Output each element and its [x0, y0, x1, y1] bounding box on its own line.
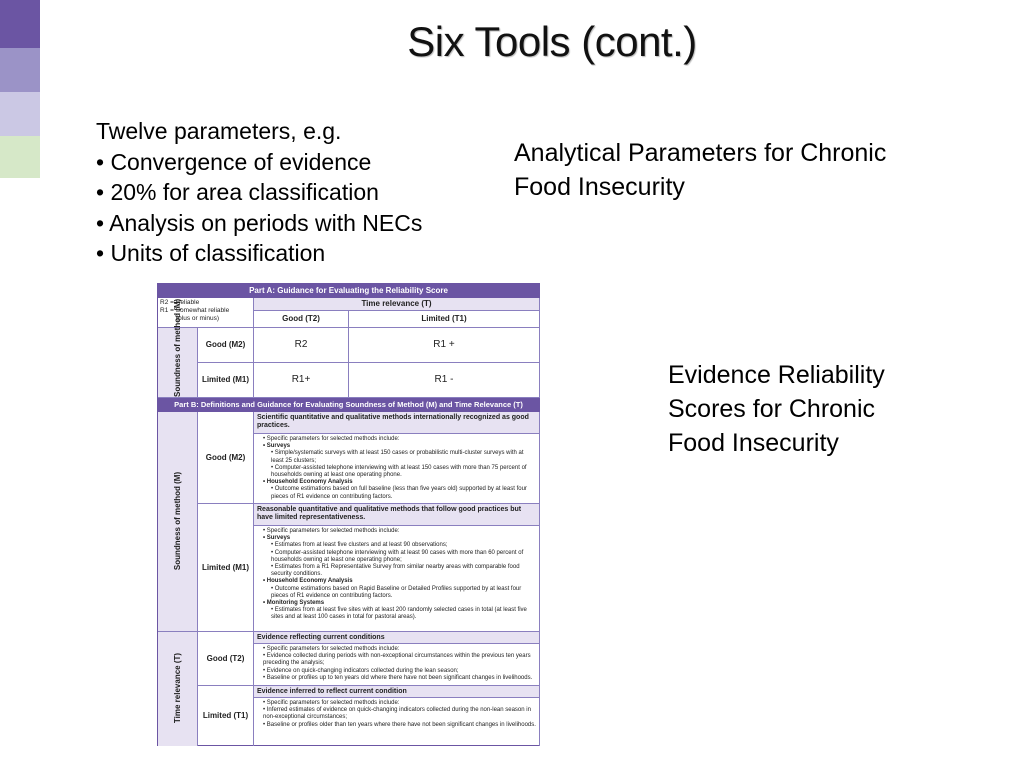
b-good-m2-label: Good (M2)	[198, 412, 254, 504]
caption-line: Evidence Reliability	[668, 361, 885, 389]
soundness-short-label: Soundness of method (M)	[173, 298, 182, 397]
detail-line: • Outcome estimations based on full baseline (less than five years old) supported by at least four pieces of R1 evidence on contributing factors.	[271, 486, 527, 500]
slide-title: Six Tools (cont.)	[407, 18, 697, 65]
detail-line: • Household Economy Analysis	[263, 479, 353, 486]
detail-line: • Computer-assisted telephone interviewing with at least 150 cases with more than 75 percent of households owning at least one operating phone.	[271, 464, 527, 479]
detail-line: • Inferred estimates of evidence on quick-changing indicators collected during the non-lean season in non-exceptional circumstances;	[263, 707, 531, 721]
detail-line: • Baseline or profiles up to ten years old where there have not been significant changes in livelihoods.	[263, 674, 533, 681]
bullet-intro: Twelve parameters, e.g.	[96, 118, 342, 144]
detail-line: • Baseline or profiles older than ten years where there have not been significant changes in livelihoods.	[263, 721, 536, 728]
soundness-long-label: Soundness of method (M)	[173, 471, 182, 571]
detail-line: • Simple/systematic surveys with at least 150 cases or probabilistic multi-cluster surveys with at least 25 clusters;	[271, 450, 524, 464]
t2-heading: Evidence reflecting current conditions	[254, 632, 540, 644]
score-r1-plus-2: R1+	[254, 363, 349, 398]
legend-r1: R1 = Somewhat reliable	[160, 307, 230, 314]
m1-heading: Reasonable quantitative and qualitative methods that follow good practices but have limited representativeness.	[254, 504, 540, 526]
good-t2-header: Good (T2)	[254, 311, 349, 328]
part-a-header: Part A: Guidance for Evaluating the Reliability Score	[158, 284, 539, 298]
detail-line: • Estimates from a R1 Representative Survey from similar nearby areas with comparable food security conditions.	[271, 564, 520, 578]
bullet-item: • Convergence of evidence	[96, 148, 372, 175]
m1-details	[254, 526, 540, 632]
limited-t1-header: Limited (T1)	[349, 311, 540, 328]
t1-details	[254, 698, 540, 746]
score-r2: R2	[254, 328, 349, 363]
detail-line: • Specific parameters for selected methods include:	[263, 646, 400, 652]
time-long-cell	[158, 632, 198, 746]
legend-r2: R2 = Reliable	[160, 299, 200, 306]
caption-line: Scores for Chronic	[668, 395, 876, 423]
detail-line: • Computer-assisted telephone interviewing with at least 90 cases with more than 60 percent of households owning at least one operating phone;	[271, 549, 524, 563]
detail-line: • Surveys	[263, 535, 291, 542]
b-limited-t1-label: Limited (T1)	[198, 686, 254, 746]
t2-details	[254, 644, 540, 686]
good-m2-label: Good (M2)	[198, 328, 254, 363]
score-r1-plus: R1 +	[349, 328, 540, 363]
part-b-header: Part B: Definitions and Guidance for Evaluating Soundness of Method (M) and Time Relevance (T)	[158, 398, 539, 412]
t1-heading: Evidence inferred to reflect current condition	[254, 686, 540, 698]
detail-line: • Estimates from at least five sites with at least 200 randomly selected cases in total (at least five sites and at least 100 cases in total for pastoral areas).	[271, 607, 527, 621]
caption-line: Food Insecurity	[668, 429, 839, 457]
detail-line: • Household Economy Analysis	[263, 578, 353, 585]
time-relevance-header: Time relevance (T)	[254, 298, 540, 311]
time-long-label: Time relevance (T)	[173, 652, 182, 724]
caption-evidence-reliability	[668, 358, 968, 460]
bullet-item: • Units of classification	[96, 240, 326, 266]
detail-line: • Outcome estimations based on Rapid Baseline or Detailed Profiles supported by at least four pieces of R1 evidence on contributing factors.	[271, 585, 522, 599]
detail-line: • Evidence collected during periods with non-exceptional circumstances within the previous ten years preceding the analysis;	[263, 653, 531, 667]
bullet-list	[96, 116, 422, 269]
detail-line: • Specific parameters for selected methods include:	[263, 700, 400, 706]
b-limited-m1-label: Limited (M1)	[198, 504, 254, 632]
caption-line: Analytical Parameters for Chronic	[514, 139, 887, 167]
m2-heading: Scientific quantitative and qualitative methods internationally recognized as good practices.	[254, 412, 540, 434]
m2-details	[254, 434, 540, 504]
soundness-long-cell	[158, 412, 198, 632]
deco-bar-4	[0, 136, 40, 178]
caption-analytical-parameters	[514, 136, 954, 204]
detail-line: • Specific parameters for selected methods include:	[263, 528, 400, 534]
detail-line: • Estimates from at least five clusters and at least 90 observations;	[271, 542, 448, 549]
deco-bar-3	[0, 92, 40, 136]
detail-line: • Evidence on quick-changing indicators collected during the lean season;	[263, 667, 459, 674]
reliability-table	[157, 283, 540, 746]
detail-line: • Monitoring Systems	[263, 600, 325, 607]
detail-line: • Specific parameters for selected methods include:	[263, 436, 400, 442]
caption-line: Food Insecurity	[514, 173, 685, 201]
legend-r1-note: (plus or minus)	[176, 315, 219, 322]
b-good-t2-label: Good (T2)	[198, 632, 254, 686]
detail-line: • Surveys	[263, 443, 291, 450]
bullet-item: • 20% for area classification	[96, 179, 379, 205]
score-r1-minus: R1 -	[349, 363, 540, 398]
bullet-item: • Analysis on periods with NECs	[96, 209, 423, 236]
limited-m1-label: Limited (M1)	[198, 363, 254, 398]
